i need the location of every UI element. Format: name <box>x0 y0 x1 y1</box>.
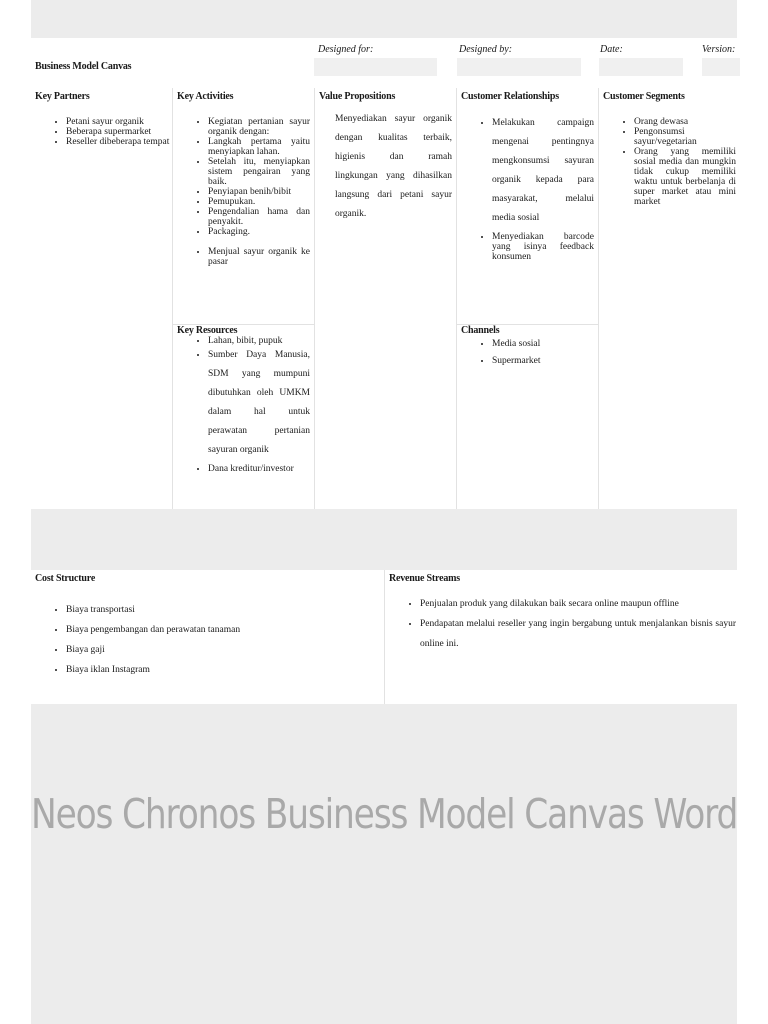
list-item: • Packaging. <box>208 227 310 237</box>
value-propositions-text: Menyediakan sayur organik dengan kualitas terbaik, higienis dan ramah lingkungan yang dihasilkan langsung dari petani sayur organik. <box>335 114 452 219</box>
value-propositions-section <box>315 88 457 509</box>
list-item: • Menyediakan barcode yang isinya feedback konsumen <box>492 232 594 262</box>
key-partners-list <box>31 117 172 147</box>
list-item: • Kegiatan pertanian sayur organik dengan: <box>208 117 310 137</box>
key-activities-list <box>173 117 314 267</box>
key-resources-title: Key Resources <box>177 325 238 336</box>
channels-list <box>457 336 598 370</box>
key-partners-title: Key Partners <box>35 91 90 102</box>
date-label: Date: <box>600 44 623 55</box>
list-item: • Orang dewasa <box>634 117 736 127</box>
list-item: • Biaya pengembangan dan perawatan tanaman <box>66 620 384 640</box>
list-item: • Pendapatan melalui reseller yang ingin bergabung untuk menjalankan bisnis sayur online ini. <box>420 614 736 654</box>
list-item: • Beberapa supermarket <box>66 127 172 137</box>
channels-title: Channels <box>461 325 500 336</box>
cost-structure-list <box>31 600 384 680</box>
value-propositions-title: Value Propositions <box>319 91 396 102</box>
customer-segments-section <box>599 88 740 509</box>
customer-segments-title: Customer Segments <box>603 91 685 102</box>
list-item: • Biaya gaji <box>66 640 384 660</box>
list-item: • Reseller dibeberapa tempat <box>66 137 172 147</box>
list-item: • Media sosial <box>492 336 598 353</box>
version-label: Version: <box>702 44 736 55</box>
canvas-grid <box>31 88 740 509</box>
designed-for-field[interactable] <box>314 58 437 76</box>
key-resources-list <box>173 336 314 479</box>
revenue-streams-title: Revenue Streams <box>389 573 460 584</box>
designed-for-label: Designed for: <box>318 44 374 55</box>
canvas-header <box>31 38 740 88</box>
list-item: • Pengonsumsi sayur/vegetarian <box>634 127 736 147</box>
date-field[interactable] <box>599 58 683 76</box>
list-item: • Sumber Daya Manusia, SDM yang mumpuni dibutuhkan oleh UMKM dalam hal untuk perawatan pertanian sayuran organik <box>208 346 310 460</box>
designed-by-label: Designed by: <box>459 44 513 55</box>
key-resources-section <box>173 324 314 479</box>
channels-section <box>457 324 598 370</box>
revenue-streams-list <box>385 594 740 654</box>
version-field[interactable] <box>702 58 740 76</box>
list-item: • Penjualan produk yang dilakukan baik secara online maupun offline <box>420 594 736 614</box>
list-item: • Petani sayur organik <box>66 117 172 127</box>
customer-relationships-column <box>457 88 599 509</box>
list-item: • Penyiapan benih/bibit <box>208 187 310 197</box>
list-item: • Dana kreditur/investor <box>208 460 310 479</box>
customer-relationships-list <box>457 114 598 262</box>
key-partners-section <box>31 88 173 509</box>
key-activities-title: Key Activities <box>177 91 234 102</box>
canvas-title: Business Model Canvas <box>35 61 132 72</box>
cost-structure-section <box>31 570 385 704</box>
revenue-streams-section <box>385 570 740 704</box>
designed-by-field[interactable] <box>457 58 581 76</box>
list-item: • Biaya iklan Instagram <box>66 660 384 680</box>
customer-segments-list <box>599 117 740 207</box>
canvas-bottom-grid <box>31 570 740 704</box>
list-item: • Setelah itu, menyiapkan sistem pengairan yang baik. <box>208 157 310 187</box>
list-item: • Supermarket <box>492 353 598 370</box>
list-item: • Melakukan campaign mengenai pentingnya mengkonsumsi sayuran organik kepada para masyarakat, melalui media sosial <box>492 114 594 228</box>
customer-relationships-title: Customer Relationships <box>461 91 559 102</box>
cost-structure-title: Cost Structure <box>35 573 96 584</box>
list-item: • Pengendalian hama dan penyakit. <box>208 207 310 227</box>
list-item: • Orang yang memiliki sosial media dan mungkin tidak cukup memiliki waktu untuk berbelanja di super market atau mini market <box>634 147 736 207</box>
list-item: • Biaya transportasi <box>66 600 384 620</box>
list-item: • Langkah pertama yaitu menyiapkan lahan. <box>208 137 310 157</box>
list-item: • Lahan, bibit, pupuk <box>208 336 310 346</box>
list-item: • Menjual sayur organik ke pasar <box>208 247 310 267</box>
list-item: • Pemupukan. <box>208 197 310 207</box>
watermark-text: Neos Chronos Business Model Canvas Word <box>31 790 738 838</box>
key-activities-column <box>173 88 315 509</box>
